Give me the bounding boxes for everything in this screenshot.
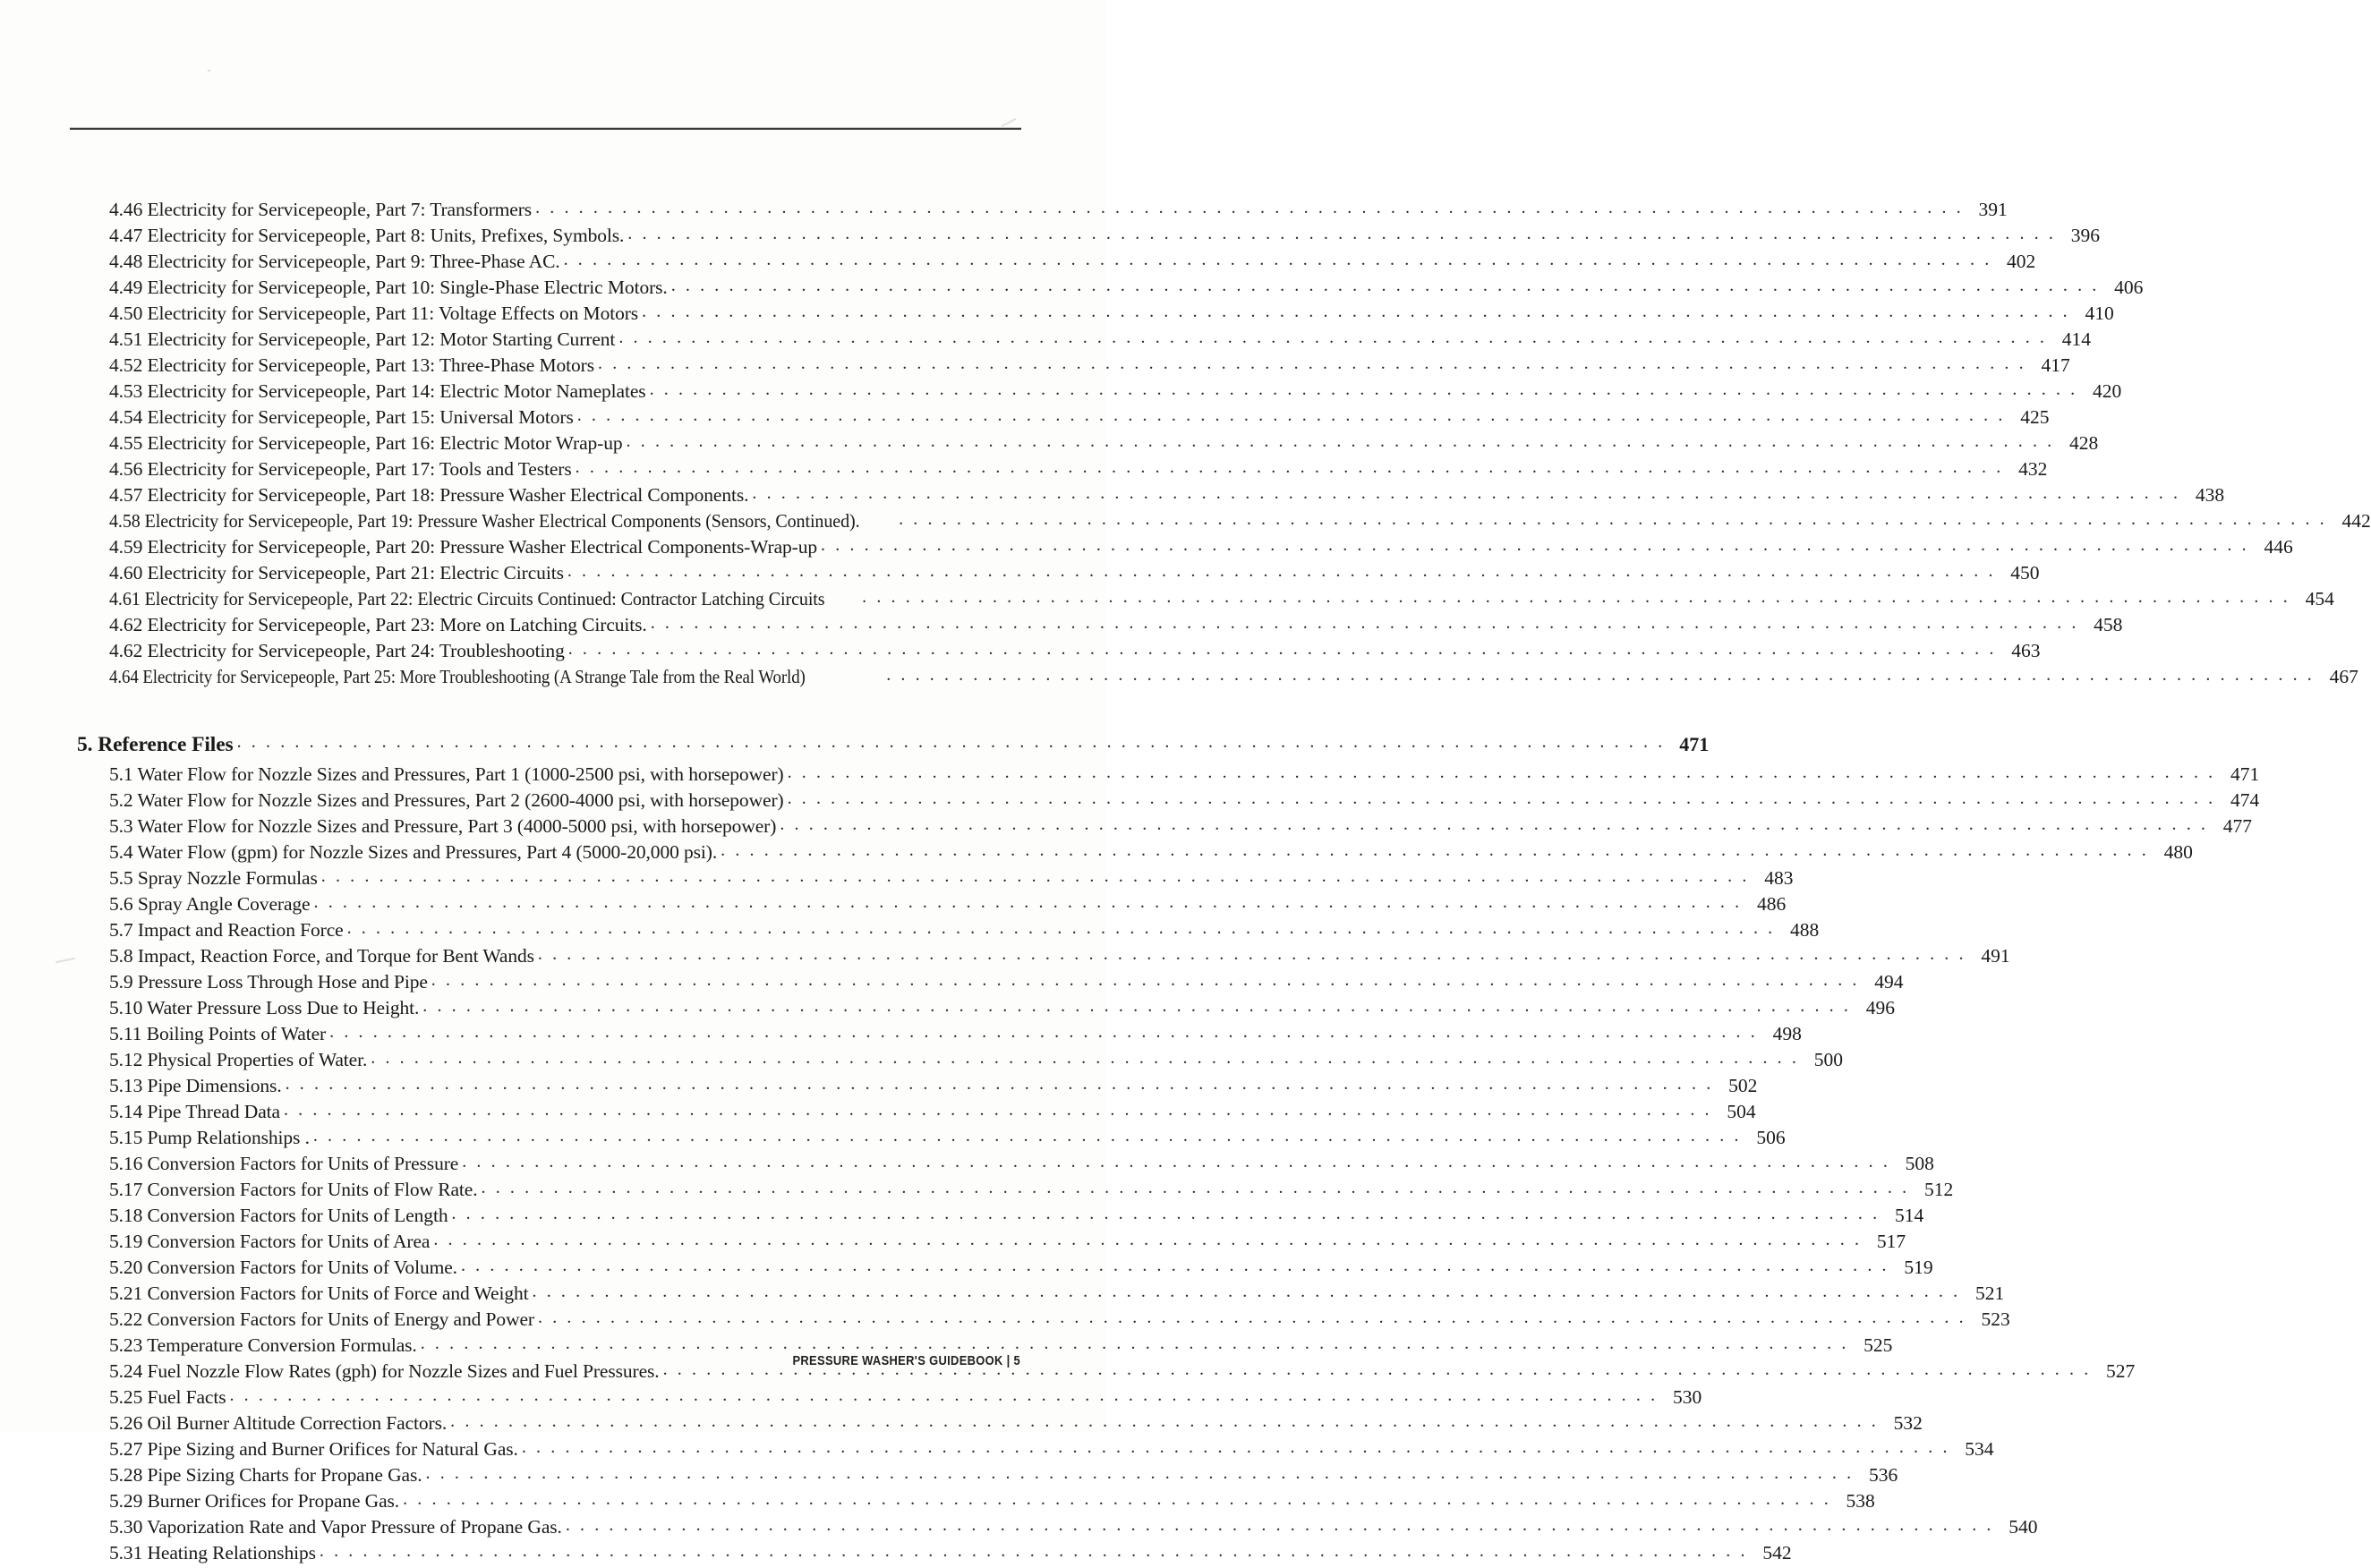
dot-leader xyxy=(522,1437,1950,1458)
toc-entry-page: 530 xyxy=(1672,1386,1702,1408)
toc-entry-page: 396 xyxy=(2070,225,2100,246)
dot-leader xyxy=(421,1334,1849,1354)
dot-leader xyxy=(577,405,2006,426)
toc-entry-page: 474 xyxy=(2230,789,2260,811)
toc-entry-label: 4.57 Electricity for Servicepeople, Part 18: Pressure Washer Electrical Components. xyxy=(109,484,749,506)
toc-entry-page: 488 xyxy=(1790,919,1820,941)
dot-leader xyxy=(535,198,1964,218)
toc-entry-label: 5.2 Water Flow for Nozzle Sizes and Pressures, Part 2 (2600-4000 psi, with horsepower) xyxy=(109,789,784,811)
toc-entry-label: 4.50 Electricity for Servicepeople, Part 11: Voltage Effects on Motors xyxy=(109,303,639,324)
toc-entry-label: 4.46 Electricity for Servicepeople, Part 7: Transformers xyxy=(109,199,533,220)
toc-entry-page: 512 xyxy=(1923,1179,1954,1200)
dot-leader xyxy=(237,732,1666,753)
toc-entry-page: 480 xyxy=(2163,841,2193,863)
toc-entry-label: 4.53 Electricity for Servicepeople, Part 14: Electric Motor Nameplates xyxy=(109,380,646,402)
page-footer: PRESSURE WASHER'S GUIDEBOOK | 5 xyxy=(792,1353,1020,1368)
dot-leader xyxy=(433,1230,1862,1250)
toc-entry-label: 5.9 Pressure Loss Through Hose and Pipe xyxy=(109,971,428,993)
toc-entry-label: 4.51 Electricity for Servicepeople, Part 12: Motor Starting Current xyxy=(109,328,616,350)
toc-entry[interactable] xyxy=(70,945,2010,971)
toc-entry-page: 417 xyxy=(2041,354,2070,376)
toc-entry-page: 477 xyxy=(2222,815,2253,837)
section-spacer xyxy=(0,692,1106,733)
toc-entry-page: 498 xyxy=(1772,1023,1802,1044)
toc-group-chapter-4 xyxy=(0,199,2371,692)
toc-entry-label: 4.54 Electricity for Servicepeople, Part 15: Universal Motors xyxy=(109,406,574,428)
toc-entry-page: 523 xyxy=(1981,1308,2010,1330)
toc-entry-page: 402 xyxy=(2007,251,2036,272)
toc-entry-label: 4.47 Electricity for Servicepeople, Part 8: Units, Prefixes, Symbols. xyxy=(109,225,625,246)
toc-entry-page: 500 xyxy=(1813,1049,1843,1070)
toc-entry[interactable] xyxy=(70,1231,1906,1257)
toc-entry-label: 5.22 Conversion Factors for Units of Energy and Power xyxy=(109,1308,534,1330)
dot-leader xyxy=(450,1411,1879,1432)
toc-entry[interactable] xyxy=(70,640,2041,666)
dot-leader xyxy=(671,276,2100,296)
toc-entry[interactable] xyxy=(70,406,2050,432)
toc-entry-label: 5.31 Heating Relationships xyxy=(109,1542,316,1564)
toc-entry[interactable] xyxy=(70,1542,1792,1568)
dot-leader xyxy=(566,1515,1994,1536)
dot-leader xyxy=(422,996,1851,1017)
toc-entry-label: 4.62 Electricity for Servicepeople, Part 24: Troubleshooting xyxy=(109,640,565,661)
dot-leader xyxy=(821,535,2249,556)
toc-entry-page: 542 xyxy=(1762,1542,1792,1564)
toc-entry-label: 4.60 Electricity for Servicepeople, Part 21: Electric Circuits xyxy=(109,562,564,584)
dot-leader xyxy=(313,1126,1742,1146)
toc-entry-page: 496 xyxy=(1865,997,1895,1018)
toc-entry[interactable] xyxy=(70,841,2193,867)
toc-entry-label: 4.56 Electricity for Servicepeople, Part 17: Tools and Testers xyxy=(109,458,572,480)
toc-entry[interactable] xyxy=(70,1308,2010,1334)
toc-entry-page: 425 xyxy=(2020,406,2050,428)
toc-entry-label: 4.58 Electricity for Servicepeople, Part 19: Pressure Washer Electrical Components (Sensors, Continued). xyxy=(109,510,860,532)
dot-leader xyxy=(752,483,2180,504)
dot-leader xyxy=(788,763,2216,783)
toc-entry-page: 391 xyxy=(1978,199,2008,220)
toc-entry-label: 5.17 Conversion Factors for Units of Flow Rate. xyxy=(109,1179,478,1200)
toc-entry[interactable] xyxy=(70,1127,1786,1153)
toc-entry[interactable] xyxy=(70,354,2070,380)
toc-entry[interactable] xyxy=(70,1101,1756,1127)
toc-entry[interactable] xyxy=(70,199,2008,225)
dot-leader xyxy=(431,970,1860,991)
toc-entry-label: 4.49 Electricity for Servicepeople, Part 10: Single-Phase Electric Motors. xyxy=(109,277,668,298)
toc-entry-page: 483 xyxy=(1764,867,1794,889)
toc-entry-page: 502 xyxy=(1728,1075,1758,1096)
toc-entry[interactable] xyxy=(70,1386,1702,1412)
toc-entry-label: 5.19 Conversion Factors for Units of Area xyxy=(109,1231,431,1252)
toc-entry-page: 517 xyxy=(1876,1231,1906,1252)
toc-entry-page: 527 xyxy=(2106,1360,2136,1382)
toc-entry[interactable] xyxy=(70,1412,1923,1438)
dot-leader xyxy=(329,1022,1758,1043)
dot-leader xyxy=(314,892,1743,913)
toc-entry[interactable] xyxy=(70,763,2260,789)
toc-entry-page: 532 xyxy=(1893,1412,1923,1434)
toc-entry-page: 504 xyxy=(1727,1101,1756,1122)
dot-leader xyxy=(229,1385,1658,1406)
toc-entry[interactable] xyxy=(70,458,2048,484)
toc-entry-label: 5.27 Pipe Sizing and Burner Orifices for Natural Gas. xyxy=(109,1438,518,1460)
toc-entry-label: 4.64 Electricity for Servicepeople, Part 25: More Troubleshooting (A Strange Tale from the Real World) xyxy=(109,666,806,687)
toc-entry-page: 471 xyxy=(1679,733,1710,755)
toc-entry-label: 5.18 Conversion Factors for Units of Length xyxy=(109,1205,448,1226)
dot-leader xyxy=(899,509,2327,530)
toc-entry[interactable] xyxy=(70,1023,1802,1049)
toc-entry-page: 508 xyxy=(1905,1153,1934,1174)
toc-entry-label: 5.6 Spray Angle Coverage xyxy=(109,893,311,915)
toc-entry-page: 540 xyxy=(2009,1516,2038,1538)
toc-entry[interactable] xyxy=(70,997,1895,1023)
toc-entry[interactable] xyxy=(70,666,2358,692)
toc-entry[interactable] xyxy=(70,380,2122,406)
dot-leader xyxy=(627,224,2056,244)
toc-entry-label: 4.55 Electricity for Servicepeople, Part 16: Electric Motor Wrap-up xyxy=(109,432,623,454)
dot-leader xyxy=(651,613,2079,634)
toc-entry[interactable] xyxy=(70,1049,1843,1075)
toc-entry-label: 5.30 Vaporization Rate and Vapor Pressure of Propane Gas. xyxy=(109,1516,562,1538)
dot-leader xyxy=(533,1282,1961,1302)
toc-entry-page: 458 xyxy=(2094,614,2123,635)
toc-entry-page: 442 xyxy=(2341,510,2371,532)
dot-leader xyxy=(371,1048,1799,1069)
dot-leader xyxy=(886,665,2315,686)
toc-entry-label: 4.61 Electricity for Servicepeople, Part 22: Electric Circuits Continued: Contractor Latching Circuits xyxy=(109,588,825,609)
dot-leader xyxy=(462,1152,1890,1172)
toc-entry-page: 410 xyxy=(2085,303,2114,324)
toc-entry-page: 454 xyxy=(2305,588,2334,609)
toc-entry-page: 446 xyxy=(2264,536,2293,558)
toc-entry[interactable] xyxy=(70,1179,1954,1205)
toc-entry[interactable] xyxy=(70,789,2260,815)
dot-leader xyxy=(426,1463,1855,1484)
toc-entry-page: 491 xyxy=(1981,945,2010,967)
toc-entry[interactable] xyxy=(70,328,2092,354)
toc-entry[interactable] xyxy=(70,614,2123,640)
toc-entry-page: 467 xyxy=(2329,666,2358,687)
toc-entry[interactable] xyxy=(70,588,2334,614)
toc-entry-label: 5.10 Water Pressure Loss Due to Height. xyxy=(109,997,420,1018)
scan-speck xyxy=(208,70,210,72)
toc-entry[interactable] xyxy=(70,1283,2005,1308)
toc-entry-page: 506 xyxy=(1756,1127,1786,1148)
toc-entry-page: 514 xyxy=(1894,1205,1924,1226)
toc-entry-label: 5.24 Fuel Nozzle Flow Rates (gph) for Nozzle Sizes and Fuel Pressures. xyxy=(109,1360,660,1382)
toc-entry-label: 5.13 Pipe Dimensions. xyxy=(109,1075,282,1096)
toc-entry-page: 432 xyxy=(2018,458,2048,480)
toc-entry[interactable] xyxy=(70,251,2036,277)
toc-entry-label: 4.48 Electricity for Servicepeople, Part 9: Three-Phase AC. xyxy=(109,251,560,272)
toc-entry-label: 4.52 Electricity for Servicepeople, Part 13: Three-Phase Motors xyxy=(109,354,594,376)
toc-entry[interactable] xyxy=(70,277,2144,303)
dot-leader xyxy=(451,1204,1880,1224)
toc-entry-page: 534 xyxy=(1965,1438,1994,1460)
toc-entry-page: 414 xyxy=(2061,328,2092,350)
toc-entry[interactable] xyxy=(70,1490,1875,1516)
toc-entry-label: 5.4 Water Flow (gpm) for Nozzle Sizes and Pressures, Part 4 (5000-20,000 psi). xyxy=(109,841,718,863)
toc-entry-label: 5.3 Water Flow for Nozzle Sizes and Pressure, Part 3 (4000-5000 psi, with horsepower) xyxy=(109,815,777,837)
toc-entry[interactable] xyxy=(70,1153,1934,1179)
toc-entry-label: 5.12 Physical Properties of Water. xyxy=(109,1049,368,1070)
dot-leader xyxy=(862,587,2290,608)
dot-leader xyxy=(642,302,2070,322)
toc-entry[interactable] xyxy=(70,1438,1994,1464)
toc-entry[interactable] xyxy=(70,1257,1933,1283)
toc-entry[interactable] xyxy=(70,815,2253,841)
dot-leader xyxy=(564,250,1992,270)
toc-entry-section-5[interactable] xyxy=(70,733,1710,763)
toc-entry-label: 5.1 Water Flow for Nozzle Sizes and Pressures, Part 1 (1000-2500 psi, with horsepower) xyxy=(109,763,784,785)
toc-entry-label: 5.8 Impact, Reaction Force, and Torque for Bent Wands xyxy=(109,945,534,967)
toc-entry-label: 5.14 Pipe Thread Data xyxy=(109,1101,280,1122)
header-rule xyxy=(70,128,1021,130)
toc-entry-label: 5.29 Burner Orifices for Propane Gas. xyxy=(109,1490,400,1512)
toc-entry[interactable] xyxy=(70,971,1904,997)
dot-leader xyxy=(320,1541,1748,1562)
dot-leader xyxy=(780,814,2208,835)
toc-entry-label: 5. Reference Files xyxy=(77,733,234,756)
dot-leader xyxy=(284,1100,1712,1121)
toc-entry-label: 4.62 Electricity for Servicepeople, Part 23: More on Latching Circuits. xyxy=(109,614,647,635)
toc-entry-label: 5.5 Spray Nozzle Formulas xyxy=(109,867,318,889)
dot-leader xyxy=(576,457,2004,478)
dot-leader xyxy=(568,639,1997,660)
dot-leader xyxy=(482,1178,1910,1198)
dot-leader xyxy=(598,354,2026,374)
toc-entry-page: 438 xyxy=(2195,484,2225,506)
toc-entry-page: 406 xyxy=(2114,277,2144,298)
dot-leader xyxy=(788,788,2216,809)
toc-entry-page: 536 xyxy=(1868,1464,1898,1486)
toc-entry-page: 538 xyxy=(1846,1490,1875,1512)
toc-entry-label: 5.26 Oil Burner Altitude Correction Factors. xyxy=(109,1412,448,1434)
dot-leader xyxy=(567,561,1996,582)
dot-leader xyxy=(347,918,1776,939)
toc-entry-page: 463 xyxy=(2011,640,2041,661)
toc-entry-page: 494 xyxy=(1874,971,1904,993)
dot-leader xyxy=(721,840,2149,861)
toc-entry-label: 5.15 Pump Relationships . xyxy=(109,1127,310,1148)
toc-entry-label: 5.23 Temperature Conversion Formulas. xyxy=(109,1334,417,1356)
dot-leader xyxy=(538,1308,1966,1328)
toc-entry-page: 525 xyxy=(1864,1334,1893,1356)
toc-entry-label: 5.16 Conversion Factors for Units of Pressure xyxy=(109,1153,459,1174)
dot-leader xyxy=(618,328,2047,348)
toc-entry-label: 4.59 Electricity for Servicepeople, Part 20: Pressure Washer Electrical Components-Wrap-up xyxy=(109,536,818,558)
toc-entry[interactable] xyxy=(70,1516,2038,1542)
toc-entry-page: 519 xyxy=(1904,1257,1933,1278)
toc-entry[interactable] xyxy=(70,919,1820,945)
dot-leader xyxy=(461,1256,1889,1276)
toc-entry[interactable] xyxy=(70,867,1794,893)
toc-entry[interactable] xyxy=(70,303,2114,328)
dot-leader xyxy=(286,1074,1714,1095)
toc-entry[interactable] xyxy=(70,893,1787,919)
toc-entry-label: 5.20 Conversion Factors for Units of Volume. xyxy=(109,1257,457,1278)
toc-entry-label: 5.7 Impact and Reaction Force xyxy=(109,919,344,941)
toc-entry[interactable] xyxy=(70,562,2040,588)
toc-entry[interactable] xyxy=(70,536,2293,562)
toc-entry-page: 450 xyxy=(2010,562,2040,584)
toc-entry-label: 5.28 Pipe Sizing Charts for Propane Gas. xyxy=(109,1464,422,1486)
toc-entry[interactable] xyxy=(70,432,2099,458)
dot-leader xyxy=(650,379,2078,400)
toc-group-chapter-5 xyxy=(0,763,2260,1568)
dot-leader xyxy=(321,866,1750,887)
toc-entry[interactable] xyxy=(70,225,2100,251)
toc-entry[interactable] xyxy=(70,1075,1758,1101)
toc-entry-label: 5.21 Conversion Factors for Units of Force and Weight xyxy=(109,1283,529,1304)
toc-entry-label: 5.25 Fuel Facts xyxy=(109,1386,226,1408)
toc-entry[interactable] xyxy=(70,1464,1898,1490)
toc-entry-page: 521 xyxy=(1974,1283,2005,1304)
toc-entry-page: 420 xyxy=(2093,380,2122,402)
toc-entry[interactable] xyxy=(70,484,2225,510)
toc-entry-page: 428 xyxy=(2069,432,2099,454)
dot-leader xyxy=(627,431,2055,452)
toc-entry-page: 471 xyxy=(2230,763,2260,785)
toc-entry[interactable] xyxy=(70,510,2371,536)
dot-leader xyxy=(538,944,1966,965)
dot-leader xyxy=(403,1489,1831,1510)
toc-entry[interactable] xyxy=(70,1205,1924,1231)
toc-entry-label: 5.11 Boiling Points of Water xyxy=(109,1023,327,1044)
toc-entry-page: 486 xyxy=(1756,893,1787,915)
